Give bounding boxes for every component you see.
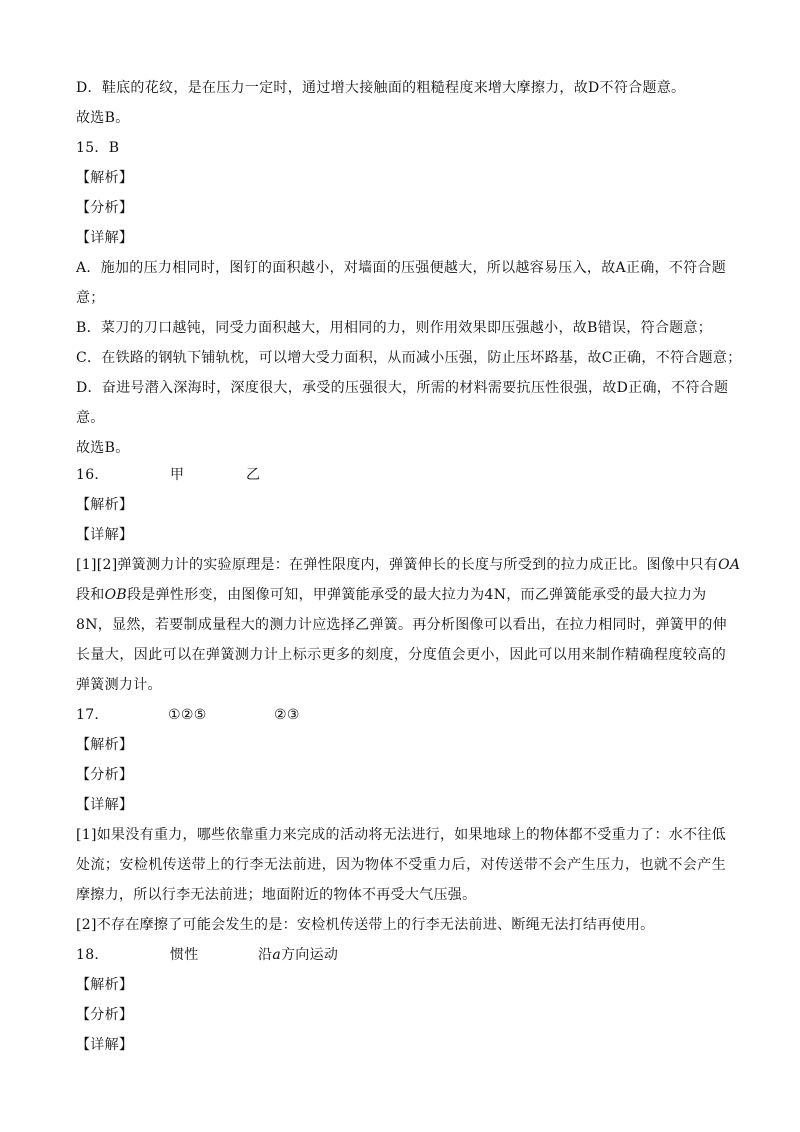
text-line: D．鞋底的花纹，是在压力一定时，通过增大接触面的粗糙程度来增大摩擦力，故D不符合题意。 [76, 80, 686, 96]
text-line: C．在铁路的钢轨下铺轨枕，可以增大受力面积，从而减小压强，防止压坏路基，故C正确，不符合题意； [76, 350, 742, 366]
section-heading: 【解析】 [76, 497, 134, 513]
text-run: 方向运动 [280, 947, 339, 963]
direction-label: a [272, 947, 281, 963]
section-heading: 【分析】 [76, 1007, 134, 1023]
text-line [76, 555, 741, 575]
answer-blank-2 [258, 945, 338, 965]
question-number: 18． [76, 947, 109, 963]
section-heading: 【分析】 [76, 200, 134, 216]
text-line: 长量大，因此可以在弹簧测力计上标示更多的刻度，分度值会更小，因此可以用来制作精确程度较高的 [76, 647, 726, 663]
section-heading: 【分析】 [76, 767, 134, 783]
segment-label: OB [104, 587, 127, 603]
text-run: 段和 [76, 587, 105, 603]
text-run: 沿 [258, 947, 273, 963]
section-heading: 【解析】 [76, 737, 134, 753]
text-run: 段是弹性形变，由图像可知，甲弹簧能承受的最大拉力为4N，而乙弹簧能承受的最大拉力为 [126, 587, 707, 603]
text-line: A．施加的压力相同时，图钉的面积越小，对墙面的压强便越大，所以越容易压入，故A正确，不符合题 [76, 260, 727, 276]
answer-blank-2: 乙 [246, 467, 261, 483]
section-heading: 【解析】 [76, 170, 134, 186]
answer-blank-1: ①②⑤ [168, 707, 207, 723]
question-number: 15．B [76, 140, 120, 156]
text-line: [2]不存在摩擦了可能会发生的是：安检机传送带上的行李无法前进、断绳无法打结再使用。 [76, 917, 655, 933]
text-line: 摩擦力，所以行李无法前进；地面附近的物体不再受大气压强。 [76, 887, 477, 903]
segment-label: OA [718, 557, 741, 573]
answer-blank-1: 甲 [170, 467, 185, 483]
text-line: 弹簧测力计。 [76, 677, 162, 693]
text-line: 故选B。 [76, 110, 130, 126]
section-heading: 【详解】 [76, 797, 134, 813]
section-heading: 【解析】 [76, 977, 134, 993]
answer-blank-1: 惯性 [170, 947, 199, 963]
text-line [76, 585, 726, 605]
text-line: D．奋进号潜入深海时，深度很大，承受的压强很大，所需的材料需要抗压性很强，故D正确，不符合题 [76, 380, 729, 396]
text-line: [1]如果没有重力，哪些依靠重力来完成的活动将无法进行，如果地球上的物体都不受重力了：水不往低 [76, 827, 726, 843]
question-number: 17． [76, 707, 109, 723]
text-run: [1][2]弹簧测力计的实验原理是：在弹性限度内，弹簧伸长的长度与所受到的拉力成正比。图像中只有 [76, 557, 719, 573]
text-line: 故选B。 [76, 440, 130, 456]
text-line: B．菜刀的刀口越钝，同受力面积越大，用相同的力，则作用效果即压强越小，故B错误，符合题意； [76, 320, 713, 336]
section-heading: 【详解】 [76, 1037, 134, 1053]
text-line: 8N，显然，若要制成量程大的测力计应选择乙弹簧。再分析图像可以看出，在拉力相同时，弹簧甲的伸 [76, 617, 727, 633]
text-line: 意； [76, 290, 105, 306]
answer-blank-2: ②③ [274, 707, 300, 723]
section-heading: 【详解】 [76, 230, 134, 246]
text-line: 意。 [76, 410, 105, 426]
section-heading: 【详解】 [76, 527, 134, 543]
question-number: 16． [76, 467, 109, 483]
text-line: 处流；安检机传送带上的行李无法前进，因为物体不受重力后，对传送带不会产生压力，也就不会产生 [76, 857, 726, 873]
